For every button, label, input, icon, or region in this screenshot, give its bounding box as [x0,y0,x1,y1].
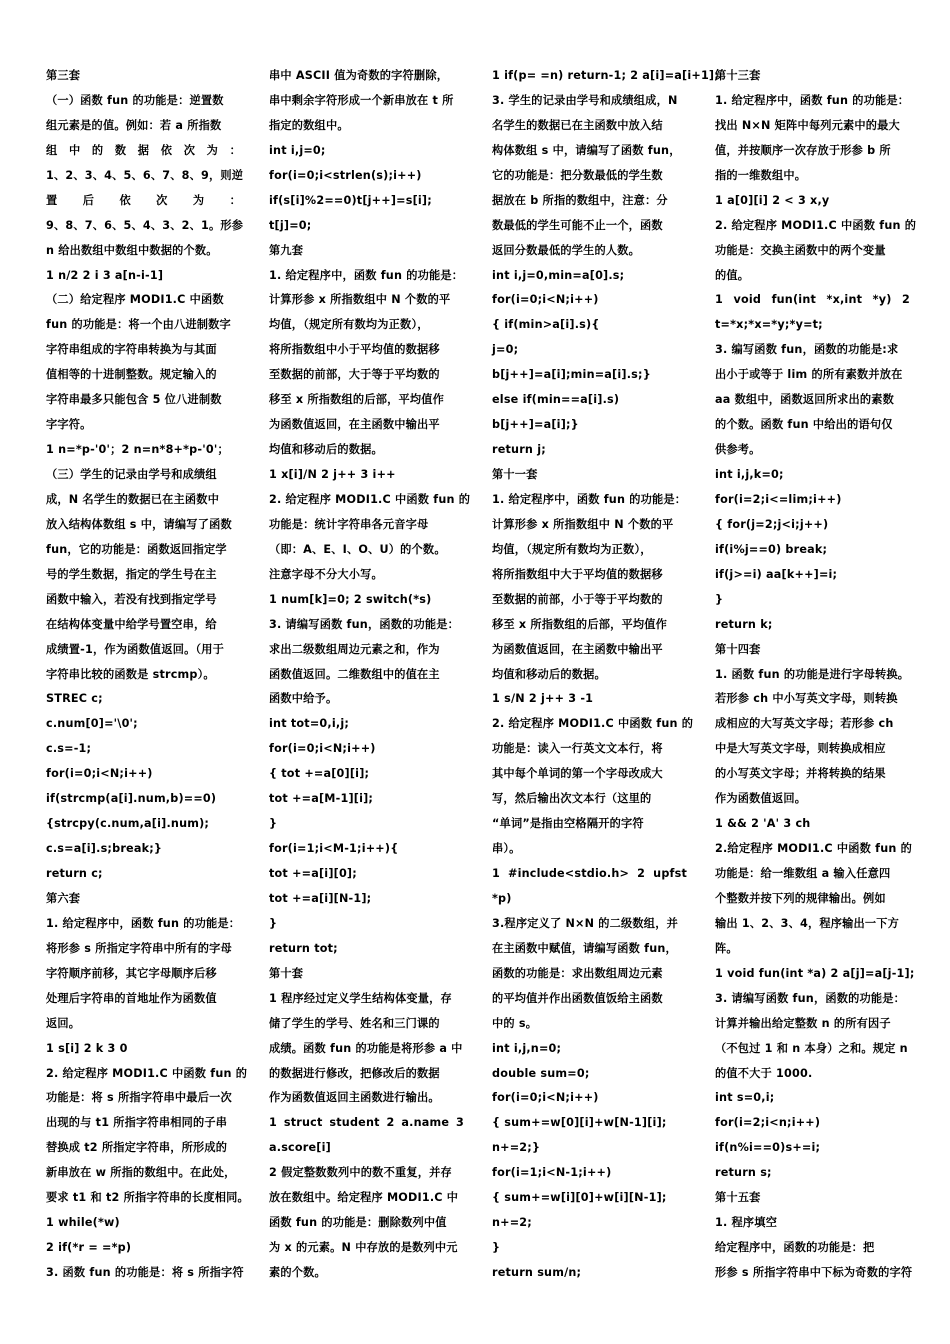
text-line: 1 if(p= =n) return-1; 2 a[i]=a[i+1]; [492,69,719,82]
text-line: 计算形参 x 所指数组中 N 个数的平 [269,293,451,307]
text-line: 的个数。函数 fun 中给出的语句仅 [715,418,893,432]
text-line: 函数的功能是：求出数组周边元素 [492,966,663,980]
text-line: {strcpy(c.num,a[i].num); [46,817,210,831]
text-line: n 给出数组中数组中数据的个数。 [46,243,218,257]
text-line: for(i=2;i<n;i++) [715,1116,821,1130]
text-line: 作为函数值返回。 [715,792,807,806]
text-line: for(i=0;i<N;i++) [269,742,376,756]
text-line: 函数中给予。 [269,692,338,706]
text-line: 字符串比较的函数是 strcmp）。 [46,667,215,681]
text-line: { tot +=a[0][i]; [269,767,370,781]
text-line: c.s=a[i].s;break;} [46,842,163,856]
text-line: 返回。 [46,1016,81,1030]
text-line: 处理后字符串的首地址作为函数值 [46,991,217,1005]
text-line: 构体数组 s 中，请编写了函数 fun， [492,143,681,157]
text-line: 第十套 [269,966,304,980]
text-line: 输出 1、2、3、4，程序输出一下方 [715,916,900,930]
text-line: 串中剩余字符形成一个新串放在 t 所 [269,93,454,107]
text-line: 1. 程序填空 [715,1216,778,1230]
text-line: { for(j=2;j<i;j++) [715,517,829,531]
text-line: 2 if(*r = =*p) [46,1241,132,1255]
text-line: 放在数组中。给定程序 MODI1.C 中 [269,1191,459,1205]
text-line: 替换成 t2 所指定字符串，所形成的 [46,1141,228,1155]
text-line: 1. 给定程序中，函数 fun 的功能是： [46,916,241,930]
text-line: 素的个数。 [269,1266,326,1279]
text-line: 1 a[0][i] 2 < 3 x,y [715,193,830,207]
text-line: 写，然后输出次文本行（这里的 [492,792,652,806]
text-line: tot +=a[i][N-1]; [269,891,372,905]
text-line: 1、2、3、4、5、6、7、8、9，则逆 [46,168,244,182]
text-line: 功能是：统计字符串各元音字母 [269,517,429,531]
text-line: 置 后 依 次 为 ： [46,193,241,207]
text-line: for(i=0;i<N;i++) [46,767,153,781]
text-line: “单词”是指由空格隔开的字符 [492,817,644,831]
text-line: 3.程序定义了 N×N 的二级数组，并 [492,916,678,930]
column-2 [269,64,471,1286]
text-line: int tot=0,i,j; [269,717,350,731]
text-line: 出现的与 t1 所指字符串相同的子串 [46,1116,228,1130]
text-line: 在主函数中赋值，请编写函数 fun， [492,941,677,955]
text-line: （不包过 1 和 n 本身）之和。规定 n [715,1041,908,1055]
text-line: 9、8、7、6、5、4、3、2、1。形参 [46,218,244,232]
text-line: return c; [46,867,103,880]
text-line: 函数值返回。二维数组中的值在主 [269,667,440,681]
text-line: 要求 t1 和 t2 所指字符串的长度相同。 [46,1191,249,1205]
text-line: b[j++]=a[i];min=a[i].s;} [492,368,651,382]
text-line: 1 n/2 2 i 3 a[n-i-1] [46,268,164,282]
text-line: 均值，（规定所有数均为正数）， [492,542,652,556]
text-line: j=0; [492,343,519,357]
text-line: tot +=a[i][0]; [269,867,357,880]
text-line: tot +=a[M-1][i]; [269,792,374,806]
text-line: int i,j=0,min=a[0].s; [492,268,625,282]
text-line: 供参考。 [715,443,761,457]
text-line: 1. 给定程序中，函数 fun 的功能是： [269,268,464,282]
text-line: 名学生的数据已在主函数中放入结 [492,118,663,132]
text-line: 的平均值并作出函数值饭给主函数 [492,991,663,1005]
text-line: return sum/n; [492,1266,582,1279]
text-line: return tot; [269,941,338,955]
text-line: 新串放在 w 所指的数组中。在此处， [46,1166,236,1180]
text-line: 均值，（规定所有数均为正数）， [269,318,429,332]
text-line: 指的一维数组中。 [715,168,807,182]
text-line: a.score[i] [269,1141,331,1155]
text-line: 字符串最多只能包含 5 位八进制数 [46,393,222,407]
text-line: 第六套 [46,891,81,905]
text-line: int i,j=0; [269,143,326,157]
text-line: 其中每个单词的第一个字母改成大 [492,767,663,781]
text-line: int i,j,n=0; [492,1041,562,1055]
text-line: 第十五套 [715,1191,761,1205]
text-line: 值，并按顺序一次存放于形参 b 所 [715,143,891,157]
text-line: 串）。 [492,842,521,856]
text-line: 1 n=*p-'0'；2 n=n*8+*p-'0'； [46,443,229,457]
text-line: 将形参 s 所指定字符串中所有的字母 [46,941,232,955]
text-line: 若形参 ch 中小写英文字母，则转换 [715,692,898,706]
text-line: （即：A、E、I、O、U）的个数。 [269,542,446,556]
text-line: if(s[i]%2==0)t[j++]=s[i]; [269,193,432,207]
text-line: 1 num[k]=0; 2 switch(*s) [269,592,432,606]
text-line: else if(min==a[i].s) [492,393,620,407]
text-line: } [492,1241,501,1255]
text-line: int i,j,k=0; [715,468,784,481]
text-line: 为函数值返回，在主函数中输出平 [492,642,663,656]
text-line: 中的 s。 [492,1016,538,1030]
text-line: 中是大写英文字母，则转换成相应 [715,742,886,756]
text-line: 成绩。函数 fun 的功能是将形参 a 中 [269,1041,463,1055]
column-4 [715,64,917,1286]
text-line: return k; [715,617,773,631]
text-line: } [715,592,724,606]
text-line: 字字符。 [46,418,92,432]
text-line: 将所指数组中小于平均值的数据移 [269,343,440,357]
text-line: 3. 请编写函数 fun，函数的功能是： [269,617,460,631]
text-line: 2. 给定程序 MODI1.C 中函数 fun 的 [715,218,917,232]
text-line: 的数据进行修改，把修改后的数据 [269,1066,440,1080]
text-line: for(i=0;i<N;i++) [492,1091,599,1105]
text-line: 成绩置-1，作为函数值返回。（用于 [46,642,225,656]
text-line: 形参 s 所指字符串中下标为奇数的字符 [715,1266,913,1279]
text-line: 3. 学生的记录由学号和成绩组成，N [492,93,678,107]
text-line: 成，N 名学生的数据已在主函数中 [46,492,220,506]
text-line: 1 void fun(int *a) 2 a[j]=a[j-1]; [715,966,915,980]
text-line: 阵。 [715,941,738,955]
text-line: } [269,916,278,930]
text-line: 1 程序经过定义学生结构体变量，存 [269,991,452,1005]
text-line: 函数 fun 的功能是：删除数列中值 [269,1216,447,1230]
text-line: if(n%i==0)s+=i; [715,1141,821,1155]
text-line: 1 s/N 2 j++ 3 -1 [492,692,594,706]
text-line: 第九套 [269,243,304,257]
text-line: 为函数值返回，在主函数中输出平 [269,418,440,432]
text-line: t=*x;*x=*y;*y=t; [715,318,823,332]
text-line: 移至 x 所指数组的后部，平均值作 [492,617,668,631]
text-line: *p) [492,891,512,905]
text-line: c.s=-1; [46,742,92,756]
text-line: n+=2; [492,1216,532,1230]
text-line: 1 x[i]/N 2 j++ 3 i++ [269,468,396,481]
text-line: 1 while(*w) [46,1216,120,1230]
text-line: 个整数并按下列的规律输出。例如 [715,891,886,905]
text-line: for(i=1;i<N-1;i++) [492,1166,612,1180]
text-line: 第十三套 [715,69,761,82]
text-line: 第十四套 [715,642,761,656]
text-line: b[j++]=a[i];} [492,418,579,432]
text-line: 值相等的十进制整数。规定输入的 [46,368,217,382]
text-line: 字符顺序前移，其它字母顺序后移 [46,966,217,980]
text-line: 函数中输入，若没有找到指定学号 [46,592,217,606]
text-line: 将所指数组中大于平均值的数据移 [492,567,663,581]
text-line: 2. 给定程序 MODI1.C 中函数 fun 的 [269,492,471,506]
text-line: fun 的功能是：将一个由八进制数字 [46,318,231,332]
text-line: 1. 函数 fun 的功能是进行字母转换。 [715,667,910,681]
text-line: 注意字母不分大小写。 [269,567,383,581]
text-line: int s=0,i; [715,1091,775,1105]
text-line: 1 s[i] 2 k 3 0 [46,1041,128,1055]
text-line: （一）函数 fun 的功能是：逆置数 [46,93,224,107]
text-line: for(i=1;i<M-1;i++){ [269,842,399,856]
text-line: 计算并输出给定整数 n 的所有因子 [715,1016,891,1030]
text-line: 3. 请编写函数 fun，函数的功能是： [715,991,906,1005]
text-line: 组 中 的 数 据 依 次 为 ： [46,143,241,157]
text-line: 2. 给定程序 MODI1.C 中函数 fun 的 [492,717,694,731]
text-line: 出小于或等于 lim 的所有素数并放在 [715,368,903,382]
text-line: double sum=0; [492,1066,590,1080]
text-line: 1. 给定程序中，函数 fun 的功能是： [492,492,687,506]
text-line: STREC c; [46,692,103,706]
text-line: for(i=0;i<strlen(s);i++) [269,168,422,182]
text-line: 至数据的前部，小于等于平均数的 [492,592,663,606]
text-line: 号的学生数据，指定的学生号在主 [46,567,217,581]
text-line: 1 void fun(int *x,int *y) 2 [715,293,910,307]
text-line: 数最低的学生可能不止一个，函数 [492,218,663,232]
text-line: fun，它的功能是：函数返回指定学 [46,542,227,556]
text-line: 功能是：将 s 所指字符串中最后一次 [46,1091,232,1105]
text-line: 求出二级数组周边元素之和，作为 [269,642,440,656]
column-3 [492,64,719,1286]
text-line: （三）学生的记录由学号和成绩组 [46,468,217,481]
text-line: 给定程序中，函数的功能是：把 [715,1241,875,1255]
text-line: 功能是：交换主函数中的两个变量 [715,243,886,257]
text-line: （二）给定程序 MODI1.C 中函数 [46,293,224,307]
text-line: 成相应的大写英文字母；若形参 ch [715,717,894,731]
text-line: 找出 N×N 矩阵中每列元素中的最大 [715,118,900,132]
text-line: 功能是：读入一行英文文本行，将 [492,742,663,756]
text-line: 1 #include<stdio.h> 2 upfst [492,867,687,880]
text-line: if(j>=i) aa[k++]=i; [715,567,838,581]
text-line: { sum+=w[i][0]+w[i][N-1]; [492,1191,667,1205]
text-line: 据放在 b 所指的数组中，注意：分 [492,193,668,207]
text-line: 1 && 2 'A' 3 ch [715,817,811,831]
text-line: 的小写英文字母；并将转换的结果 [715,767,886,781]
text-line: 组元素是的值。例如：若 a 所指数 [46,118,222,132]
text-line: n+=2;} [492,1141,541,1155]
text-line: 移至 x 所指数组的后部，平均值作 [269,393,445,407]
text-line: for(i=0;i<N;i++) [492,293,599,307]
text-line: 为 x 的元素。N 中存放的是数列中元 [269,1241,458,1255]
text-line: 字符串组成的字符串转换为与其面 [46,343,217,357]
text-line: { if(min>a[i].s){ [492,318,600,332]
text-line: 放入结构体数组 s 中，请编写了函数 [46,517,232,531]
text-line: 功能是：给一维数组 a 输入任意四 [715,867,891,880]
text-line: } [269,817,278,831]
text-line: 的值。 [715,268,750,282]
text-line: 的值不大于 1000. [715,1066,813,1080]
text-line: 作为函数值返回主函数进行输出。 [269,1091,440,1105]
text-line: 2. 给定程序 MODI1.C 中函数 fun 的 [46,1066,248,1080]
text-line: 2.给定程序 MODI1.C 中函数 fun 的 [715,842,913,856]
text-line: 1. 给定程序中，函数 fun 的功能是： [715,93,910,107]
text-line: 均值和移动后的数据。 [492,667,606,681]
text-line: 指定的数组中。 [269,118,349,132]
text-line: 第三套 [46,69,81,82]
text-line: 至数据的前部，大于等于平均数的 [269,368,440,382]
text-line: 3. 函数 fun 的功能是：将 s 所指字符 [46,1266,244,1279]
text-line: 在结构体变量中给学号置空串，给 [46,617,217,631]
text-line: t[j]=0; [269,218,312,232]
text-line: 它的功能是：把分数最低的学生数 [492,168,663,182]
text-line: 第十一套 [492,468,538,481]
text-line: 1 struct student 2 a.name 3 [269,1116,464,1130]
text-line: 串中 ASCII 值为奇数的字符删除， [269,69,449,82]
text-line: return j; [492,443,546,457]
text-line: if(i%j==0) break; [715,542,828,556]
text-line: c.num[0]='\0'; [46,717,138,731]
column-1 [46,64,249,1286]
text-line: return s; [715,1166,772,1180]
text-line: 3. 编写函数 fun，函数的功能是:求 [715,343,899,357]
text-line: 均值和移动后的数据。 [269,443,383,457]
text-line: { sum+=w[0][i]+w[N-1][i]; [492,1116,667,1130]
text-line: 2 假定整数数列中的数不重复，并存 [269,1166,452,1180]
text-line: 储了学生的学号、姓名和三门课的 [269,1016,440,1030]
text-line: 计算形参 x 所指数组中 N 个数的平 [492,517,674,531]
text-line: aa 数组中，函数返回所求出的素数 [715,393,895,407]
text-line: if(strcmp(a[i].num,b)==0) [46,792,217,806]
text-line: for(i=2;i<=lim;i++) [715,492,842,506]
text-line: 返回分数最低的学生的人数。 [492,243,641,257]
